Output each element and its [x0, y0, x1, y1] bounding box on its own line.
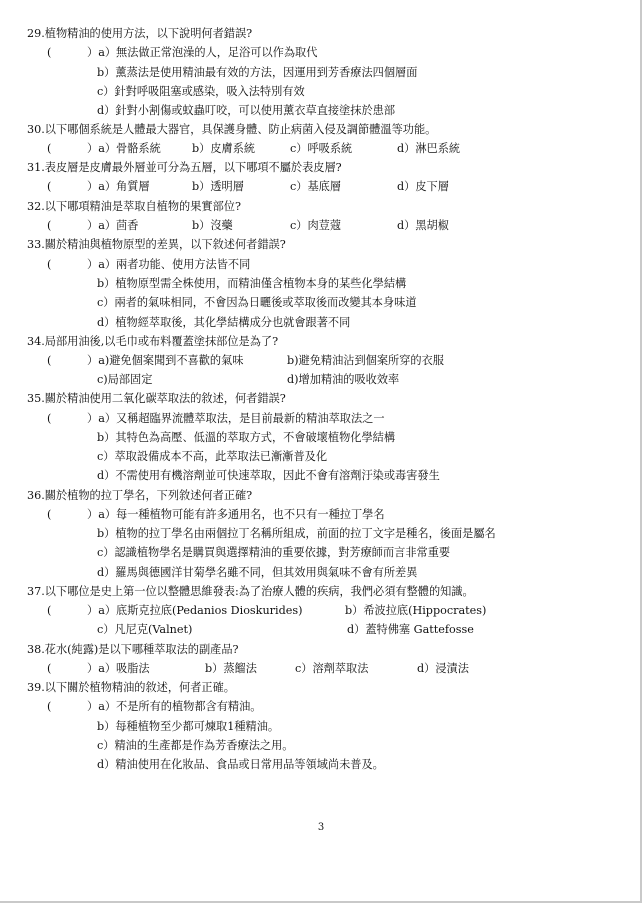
question-stem: 31.表皮層是皮膚最外層並可分為五層，以下哪項不屬於表皮層?: [27, 161, 342, 174]
option-d: d）蓋特佛塞 Gattefosse: [347, 623, 474, 636]
option-b: b）透明層: [192, 180, 244, 193]
question-stem: 32.以下哪項精油是萃取自植物的果實部位?: [27, 200, 241, 213]
option-d: d）精油使用在化妝品、食品或日常用品等領域尚未普及。: [97, 758, 384, 771]
option-row: [47, 258, 250, 272]
option-b: b）薰蒸法是使用精油最有效的方法，因運用到芳香療法四個層面: [97, 66, 418, 79]
answer-paren: (: [47, 700, 52, 713]
option-b: b）植物原型需全株使用，而精油僅含植物本身的某些化學結構: [97, 277, 407, 290]
option-d: d）羅馬與德國洋甘菊學名雖不同，但其效用與氣味不會有所差異: [97, 566, 418, 579]
answer-paren: (: [47, 219, 52, 232]
option-b: b）沒藥: [192, 219, 233, 232]
option-row: [47, 354, 444, 368]
option-b: b）希波拉底(Hippocrates): [345, 604, 487, 617]
option-d: d）針對小割傷或蚊蟲叮咬，可以使用薰衣草直接塗抹於患部: [97, 104, 396, 117]
option-a: ）a）無法做正常泡澡的人，足浴可以作為取代: [87, 46, 318, 59]
option-a: ）a）骨骼系統: [87, 142, 161, 155]
question-stem: 29.植物精油的使用方法，以下說明何者錯誤?: [27, 27, 253, 40]
option-a: ）a）角質層: [87, 180, 150, 193]
answer-paren: (: [47, 142, 52, 155]
option-a: ）a）茴香: [87, 219, 139, 232]
option-b: b）每種植物至少都可煉取1種精油。: [97, 720, 280, 733]
option-row: [97, 623, 474, 637]
option-c: c）溶劑萃取法: [295, 662, 369, 675]
option-d: d）浸漬法: [417, 662, 469, 675]
option-b: b）其特色為高壓、低溫的萃取方式，不會破壞植物化學結構: [97, 431, 396, 444]
option-c: c）呼吸系統: [290, 142, 353, 155]
option-d: d）皮下層: [397, 180, 449, 193]
option-d: d）植物經萃取後，其化學結構成分也就會跟著不同: [97, 316, 351, 329]
option-row: [47, 700, 261, 714]
option-row: [47, 46, 317, 60]
option-c: c）肉荳蔻: [290, 219, 342, 232]
answer-paren: (: [47, 354, 52, 367]
option-a: ）a）底斯克拉底(Pedanios Dioskurides): [87, 604, 303, 617]
question-stem: 35.關於精油使用二氧化碳萃取法的敘述，何者錯誤?: [27, 392, 286, 405]
option-b: b)避免精油沾到個案所穿的衣服: [287, 354, 444, 367]
answer-paren: (: [47, 180, 52, 193]
option-d: d)增加精油的吸收效率: [287, 373, 400, 386]
option-d: d）黑胡椒: [397, 219, 449, 232]
option-a: ）a）吸脂法: [87, 662, 150, 675]
answer-paren: (: [47, 662, 52, 675]
option-row: [47, 180, 449, 194]
question-stem: 37.以下哪位是史上第一位以整體思維發表:為了治療人體的疾病，我們必須有整體的知識。: [27, 585, 474, 598]
option-d: d）淋巴系統: [397, 142, 461, 155]
answer-paren: (: [47, 508, 52, 521]
page-number: 3: [317, 822, 325, 833]
option-a: ）a）每一種植物可能有許多通用名，也不只有一種拉丁學名: [87, 508, 385, 521]
question-stem: 33.關於精油與植物原型的差異，以下敘述何者錯誤?: [27, 238, 286, 251]
answer-paren: (: [47, 604, 52, 617]
answer-paren: (: [47, 258, 52, 271]
option-c: c）凡尼克(Valnet): [97, 623, 193, 636]
option-row: [47, 662, 469, 676]
option-c: c）萃取設備成本不高，此萃取法已漸漸普及化: [97, 450, 328, 463]
question-stem: 30.以下哪個系統是人體最大器官，具保護身體、防止病菌入侵及調節體溫等功能。: [27, 123, 437, 136]
question-stem: 39.以下關於植物精油的敘述，何者正確。: [27, 681, 235, 694]
question-stem: 36.關於植物的拉丁學名，下列敘述何者正確?: [27, 489, 253, 502]
option-a: ）a）不是所有的植物都含有精油。: [87, 700, 262, 713]
answer-paren: (: [47, 46, 52, 59]
option-row: [47, 508, 385, 522]
option-c: c）精油的生產都是作為芳香療法之用。: [97, 739, 294, 752]
question-stem: 38.花水(純露)是以下哪種萃取法的副產品?: [27, 643, 239, 656]
option-row: [47, 412, 385, 426]
option-c: c)局部固定: [97, 373, 153, 386]
option-b: b）皮膚系統: [192, 142, 256, 155]
option-a: ）a)避免個案聞到不喜歡的氣味: [87, 354, 244, 367]
option-c: c）認識植物學名是購買與選擇精油的重要依據，對芳療師而言非常重要: [97, 546, 451, 559]
option-row: [47, 142, 461, 156]
option-row: [97, 373, 400, 387]
option-c: c）基底層: [290, 180, 342, 193]
option-a: ）a）兩者功能、使用方法皆不同: [87, 258, 251, 271]
option-c: c）針對呼吸阻塞或感染，吸入法特別有效: [97, 85, 305, 98]
option-row: [47, 219, 449, 233]
option-b: b）蒸餾法: [205, 662, 257, 675]
option-c: c）兩者的氣味相同，不會因為日曬後或萃取後而改變其本身味道: [97, 296, 417, 309]
option-row: [47, 604, 487, 618]
answer-paren: (: [47, 412, 52, 425]
option-d: d）不需使用有機溶劑並可快速萃取，因此不會有溶劑汙染或毒害發生: [97, 469, 440, 482]
option-b: b）植物的拉丁學名由兩個拉丁名稱所組成，前面的拉丁文字是種名，後面是屬名: [97, 527, 496, 540]
option-a: ）a）又稱超臨界流體萃取法，是目前最新的精油萃取法之一: [87, 412, 385, 425]
question-stem: 34.局部用油後,以毛巾或布料覆蓋塗抹部位是為了?: [27, 335, 279, 348]
